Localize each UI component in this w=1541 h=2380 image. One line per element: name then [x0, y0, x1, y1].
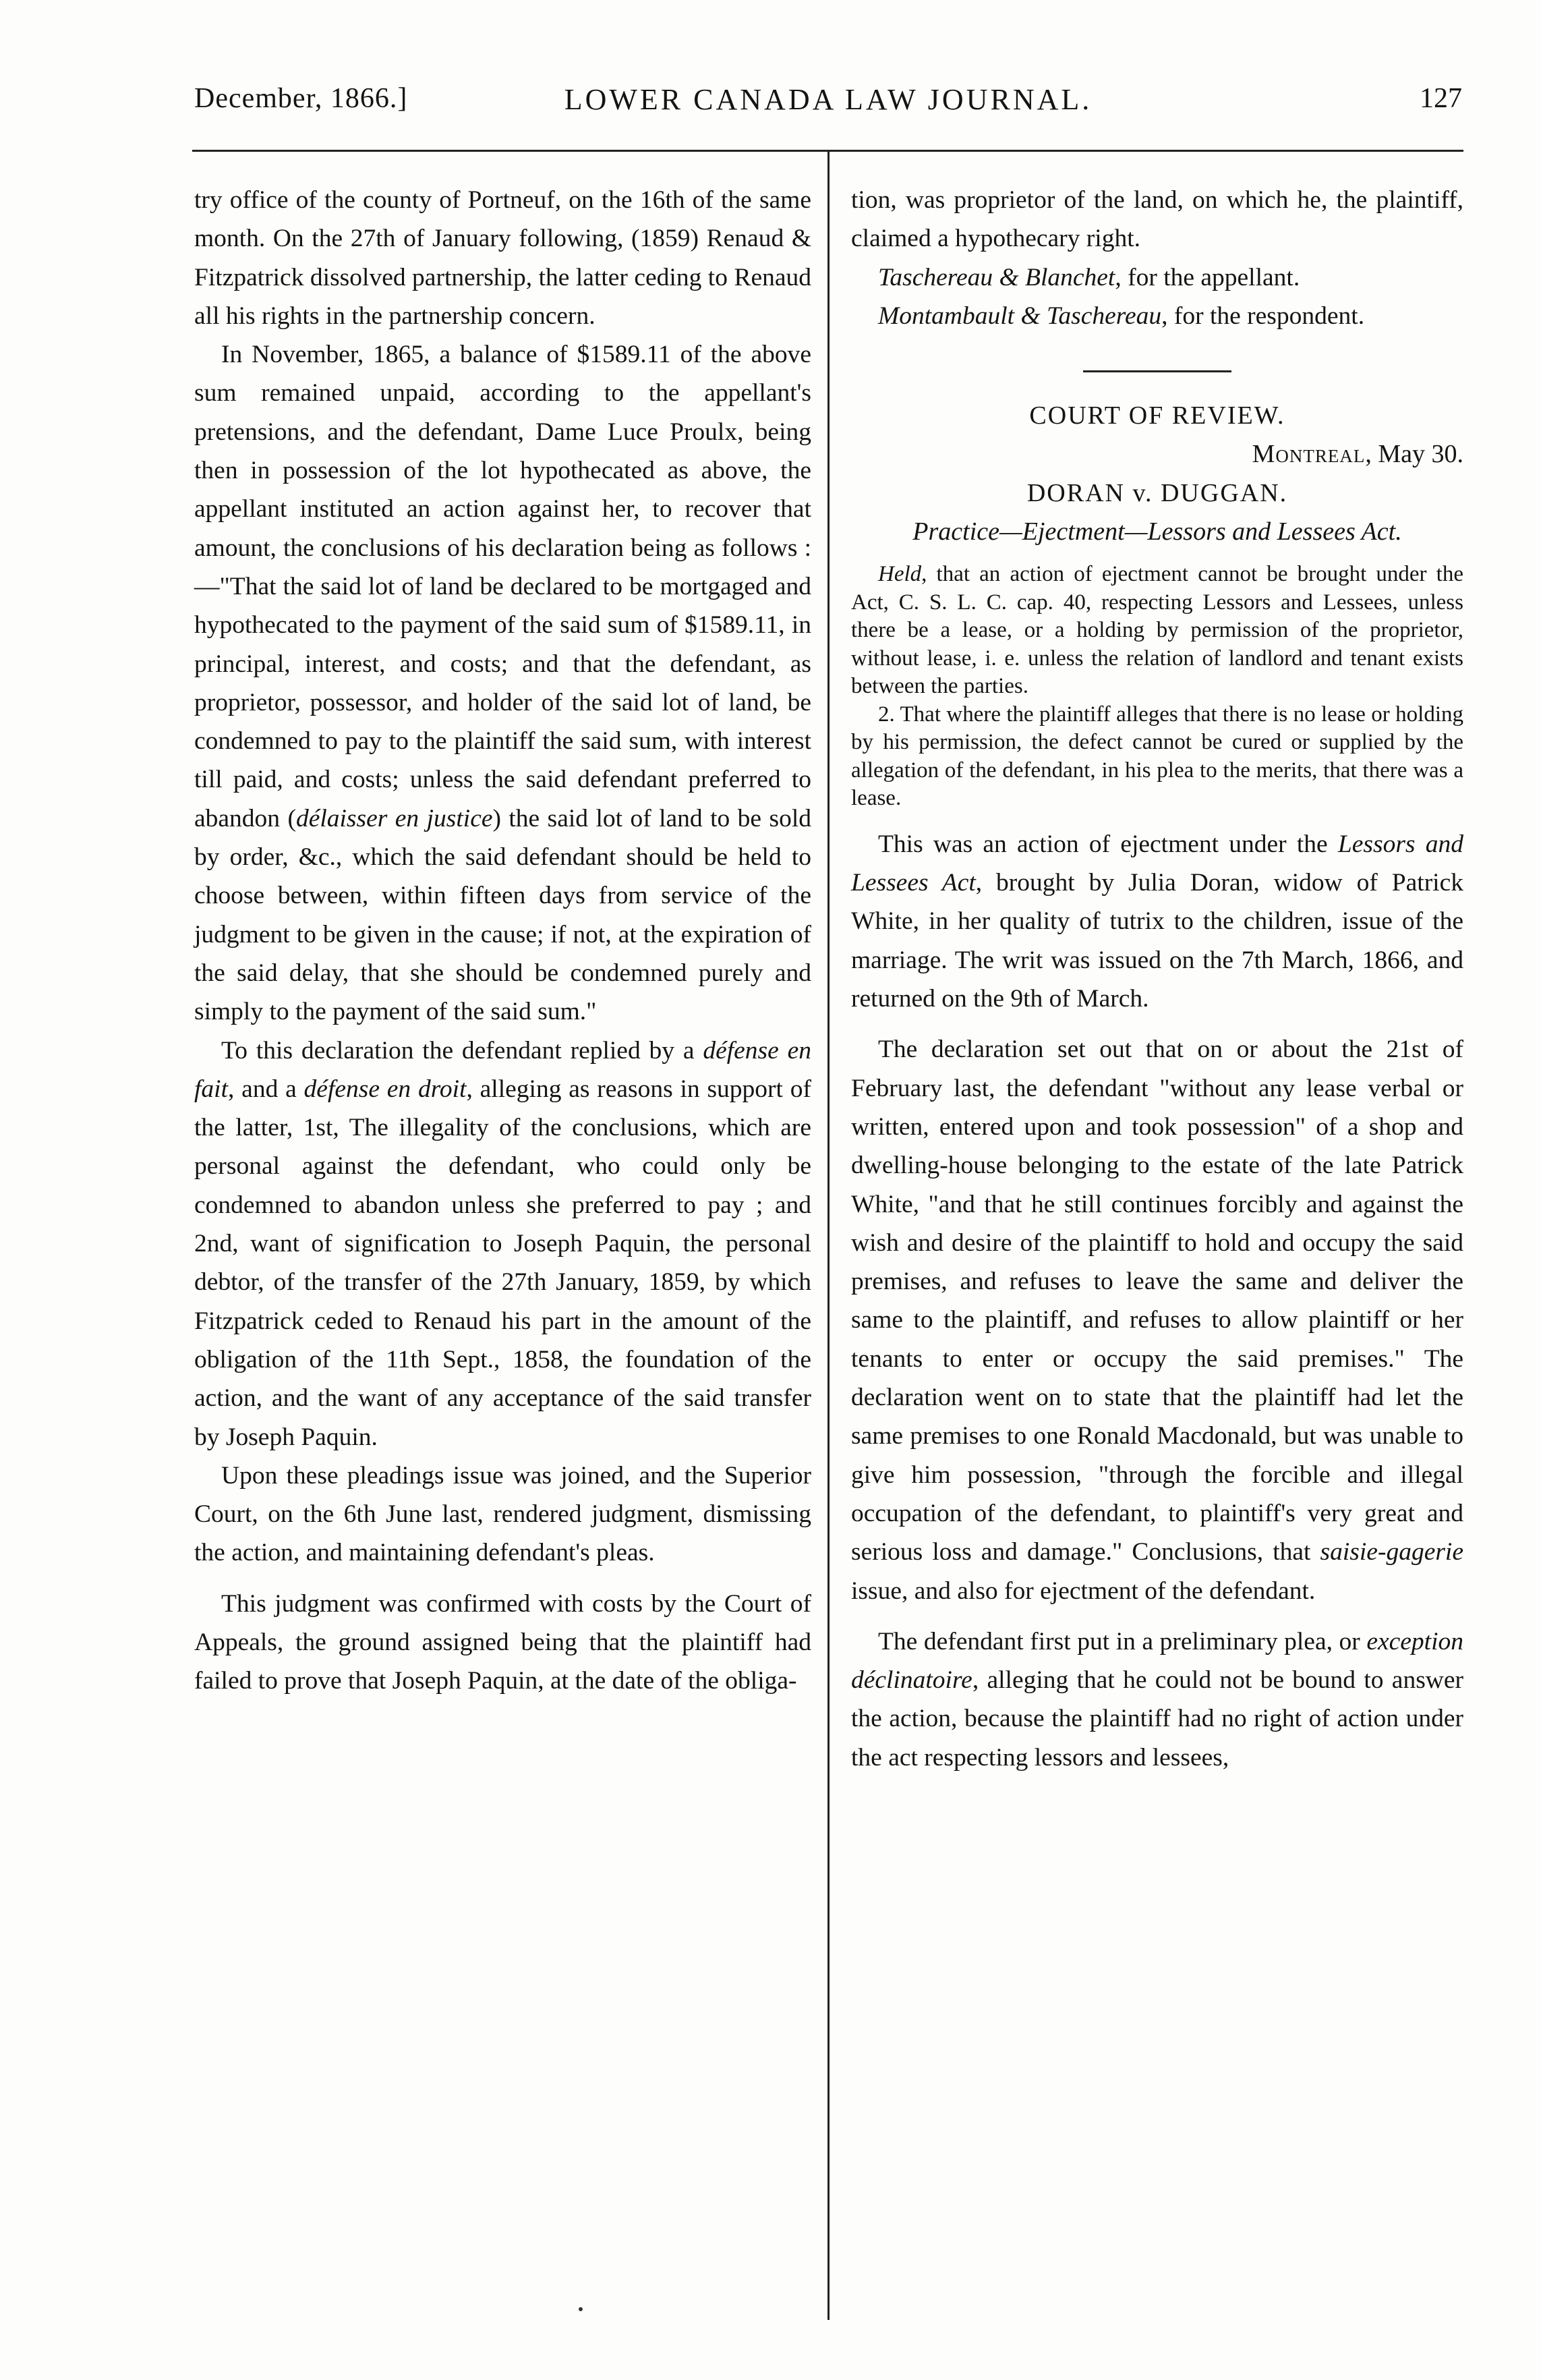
section-rule	[1083, 370, 1231, 372]
journal-title: LOWER CANADA LAW JOURNAL.	[564, 83, 1093, 116]
paragraph: This judgment was confirmed with costs by the Court of Appeals, the ground assigned being that the plaintiff had failed to prove that Joseph Paquin, at the date of the obliga-	[194, 1589, 811, 1695]
headnote: 2. That where the plaintiff alleges that there is no lease or holding by his permission, the defect cannot be cured or supplied by the allegation of the defendant, in his plea to the merits, that there was a lease.	[851, 702, 1463, 811]
paragraph: Upon these pleadings issue was joined, and the Superior Court, on the 6th June last, rendered judgment, dismissing the action, and maintaining defendant's pleas.	[194, 1461, 811, 1567]
court-heading: COURT OF REVIEW.	[1029, 401, 1285, 430]
paragraph: In November, 1865, a balance of $1589.11 of the above sum remained unpaid, according to the appellant's pretensions, and the defendant, Dame Luce Proulx, being then in possession of the lot hypothecated as above, the appellant instituted an action against her, to recover that amount, the conclusions of his declaration being as follows :—"That the said lot of land be declared to be mortgaged and hypothecated to the payment of the said sum of $1589.11, in principal, interest, and costs; and that the defendant, as proprietor, possessor, and holder of the said lot of land, be condemned to pay to the plaintiff the said sum, with interest till paid, and costs; unless the said defendant preferred to abandon (délaisser en justice) the said lot of land to be sold by order, &c., which the said defendant should be held to choose between, within fifteen days from service of the judgment to be given in the cause; if not, at the expiration of the said delay, that she should be condemned purely and simply to the payment of the said sum."	[194, 341, 811, 1026]
print-speck	[579, 2307, 583, 2311]
paragraph: This was an action of ejectment under the Lessors and Lessees Act, brought by Julia Doran, widow of Patrick White, in her quality of tutrix to the children, issue of the marriage. The writ was issued on the 7th March, 1866, and returned on the 9th of March.	[851, 830, 1463, 1013]
page-number: 127	[1420, 83, 1462, 114]
case-name: DORAN v. DUGGAN.	[1026, 478, 1288, 507]
column-divider	[827, 151, 830, 2320]
headnote: Held, that an action of ejectment cannot be brought under the Act, C. S. L. C. cap. 40, respecting Lessors and Lessees, unless there be a lease, or a holding by permission of the proprietor, without lease, i. e. unless the relation of landlord and tenant exists between the parties.	[851, 562, 1463, 699]
counsel-line: Montambault & Taschereau, for the respondent.	[878, 302, 1365, 330]
header-date: December, 1866.]	[194, 83, 408, 114]
case-dateline: Montreal, May 30.	[1252, 440, 1463, 469]
paragraph: To this declaration the defendant replied by a défense en fait, and a défense en droit, alleging as reasons in support of the latter, 1st, The illegality of the conclusions, which are personal against the defendant, who could only be condemned to abandon unless she preferred to pay ; and 2nd, want of signification to Joseph Paquin, the personal debtor, of the transfer of the 27th January, 1859, by which Fitzpatrick ceded to Renaud his part in the amount of the obligation of the 11th Sept., 1858, the foundation of the action, and the want of any acceptance of the said transfer by Joseph Paquin.	[194, 1036, 811, 1451]
counsel-line: Taschereau & Blanchet, for the appellant.	[878, 263, 1300, 291]
paragraph: tion, was proprietor of the land, on which he, the plaintiff, claimed a hypothecary right.	[851, 186, 1463, 253]
page-header	[194, 82, 1462, 120]
case-subject: Practice—Ejectment—Lessors and Lessees Act.	[912, 517, 1402, 546]
paragraph: The declaration set out that on or about the 21st of February last, the defendant "without any lease verbal or written, entered upon and took possession" of a shop and dwelling-house belonging to the estate of the late Patrick White, "and that he still continues forcibly and against the wish and desire of the plaintiff to hold and occupy the said premises, and refuses to leave the same and deliver the same to the plaintiff, and refuses to allow plaintiff or her tenants to enter or occupy the said premises." The declaration went on to state that the plaintiff had let the same premises to one Ronald Macdonald, but was unable to give him possession, "through the forcible and illegal occupation of the defendant, to plaintiff's very great and serious loss and damage." Conclusions, that saisie-gagerie issue, and also for ejectment of the defendant.	[851, 1036, 1463, 1605]
left-column	[194, 181, 811, 1701]
right-column	[851, 181, 1463, 1777]
paragraph: The defendant first put in a preliminary plea, or exception déclinatoire, alleging that he could not be bound to answer the action, because the plaintiff had no right of action under the act respecting lessors and lessees,	[851, 1627, 1463, 1772]
paragraph: try office of the county of Portneuf, on the 16th of the same month. On the 27th of January following, (1859) Renaud & Fitzpatrick dissolved partnership, the latter ceding to Renaud all his rights in the partnership concern.	[194, 186, 811, 330]
